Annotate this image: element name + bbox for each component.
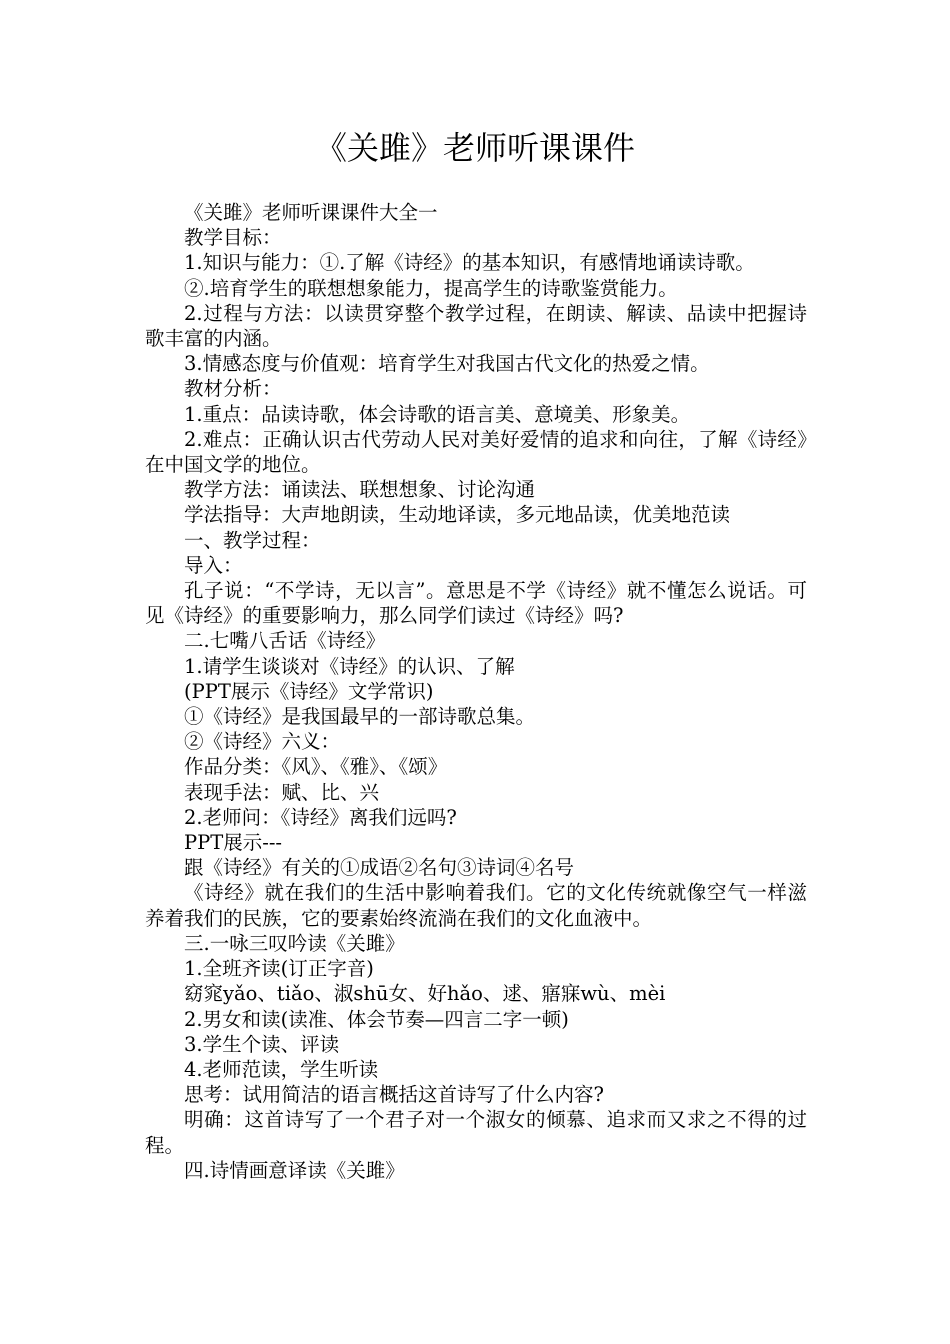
paragraph: 1.重点：品读诗歌，体会诗歌的语言美、意境美、形象美。 (184, 402, 691, 426)
paragraph: 2.老师问：《诗经》离我们远吗? (184, 805, 457, 829)
paragraph: ②.培育学生的联想想象能力，提高学生的诗歌鉴赏能力。 (184, 276, 678, 300)
paragraph: 窈窕yǎo、tiǎo、淑shū女、好hǎo、逑、寤寐wù、mèi (184, 982, 666, 1006)
paragraph: 4.老师范读，学生听读 (184, 1057, 379, 1081)
paragraph: 思考：试用简洁的语言概括这首诗写了什么内容? (184, 1083, 604, 1107)
paragraph: ②《诗经》六义： (184, 730, 341, 754)
paragraph: 3.情感态度与价值观：培育学生对我国古代文化的热爱之情。 (184, 352, 710, 376)
paragraph: 1.请学生谈谈对《诗经》的认识、了解 (184, 654, 515, 678)
paragraph: 作品分类：《风》、《雅》、《颂》 (184, 755, 448, 779)
paragraph: 孔子说：“不学诗，无以言”。意思是不学《诗经》就不懂怎么说话。可见《诗经》的重要影响力，那么同学们读过《诗经》吗? (145, 579, 807, 628)
paragraph: (PPT展示《诗经》文学常识) (184, 679, 434, 703)
paragraph: 表现手法：赋、比、兴 (184, 780, 380, 804)
paragraph: 1.全班齐读(订正字音) (184, 957, 374, 981)
paragraph: 二.七嘴八舌话《诗经》 (184, 629, 386, 653)
paragraph: 导入： (184, 553, 243, 577)
paragraph: PPT展示--- (184, 831, 283, 855)
paragraph: 四.诗情画意译读《关雎》 (184, 1158, 405, 1182)
document-body (145, 200, 807, 1183)
paragraph: 明确：这首诗写了一个君子对一个淑女的倾慕、追求而又求之不得的过程。 (145, 1108, 807, 1157)
document-title: 《关雎》老师听课课件 (314, 129, 635, 167)
paragraph: 1.知识与能力：①.了解《诗经》的基本知识，有感情地诵读诗歌。 (184, 251, 755, 275)
paragraph: 学法指导：大声地朗读，生动地译读，多元地品读，优美地范读 (184, 503, 731, 527)
paragraph: 《诗经》就在我们的生活中影响着我们。它的文化传统就像空气一样滋养着我们的民族，它的要素始终流淌在我们的文化血液中。 (145, 881, 807, 930)
paragraph: 2.难点：正确认识古代劳动人民对美好爱情的追求和向往，了解《诗经》在中国文学的地位。 (145, 427, 807, 477)
paragraph: 3.学生个读、评读 (184, 1032, 340, 1056)
paragraph: 三.一咏三叹吟读《关雎》 (184, 931, 405, 955)
paragraph: 跟《诗经》有关的①成语②名句③诗词④名号 (184, 856, 575, 880)
paragraph: 教学方法：诵读法、联想想象、讨论沟通 (184, 478, 536, 502)
paragraph: 《关雎》老师听课课件大全一 (184, 201, 438, 224)
paragraph: 教学目标： (184, 226, 282, 250)
paragraph: 2.过程与方法：以读贯穿整个教学过程，在朗读、解读、品读中把握诗歌丰富的内涵。 (145, 301, 807, 351)
paragraph: 2.男女和读(读准、体会节奏—四言二字一顿) (184, 1007, 569, 1031)
paragraph: ①《诗经》是我国最早的一部诗歌总集。 (184, 705, 536, 729)
paragraph: 一、教学过程： (184, 528, 321, 552)
paragraph: 教材分析： (184, 377, 282, 401)
